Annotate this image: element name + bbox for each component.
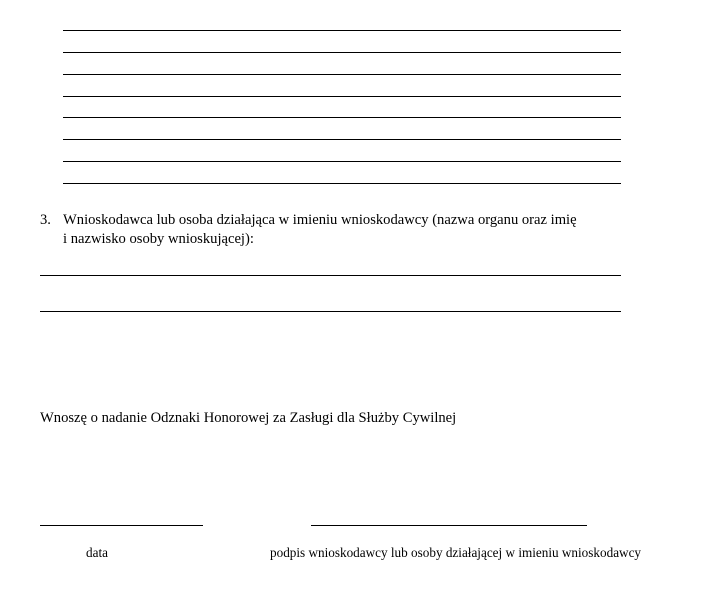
- item-number: 3.: [40, 212, 51, 228]
- item-question-line: i nazwisko osoby wnioskującej):: [63, 231, 254, 247]
- applicant-answer-line[interactable]: [40, 311, 621, 312]
- signature-label: podpis wnioskodawcy lub osoby działającej w imieniu wnioskodawcy: [270, 545, 642, 560]
- declaration-text: Wnoszę o nadanie Odznaki Honorowej za Zasługi dla Służby Cywilnej: [40, 410, 457, 426]
- date-line[interactable]: [40, 525, 203, 526]
- item-question-line: Wnioskodawca lub osoba działająca w imieniu wnioskodawcy (nazwa organu oraz imię: [63, 212, 577, 228]
- answer-line[interactable]: [63, 52, 621, 53]
- answer-line[interactable]: [63, 30, 621, 31]
- answer-line[interactable]: [63, 74, 621, 75]
- date-label: data: [86, 545, 108, 560]
- answer-line[interactable]: [63, 139, 621, 140]
- answer-line[interactable]: [63, 117, 621, 118]
- answer-line[interactable]: [63, 161, 621, 162]
- applicant-answer-line[interactable]: [40, 275, 621, 276]
- answer-line[interactable]: [63, 96, 621, 97]
- answer-line[interactable]: [63, 183, 621, 184]
- signature-line[interactable]: [311, 525, 587, 526]
